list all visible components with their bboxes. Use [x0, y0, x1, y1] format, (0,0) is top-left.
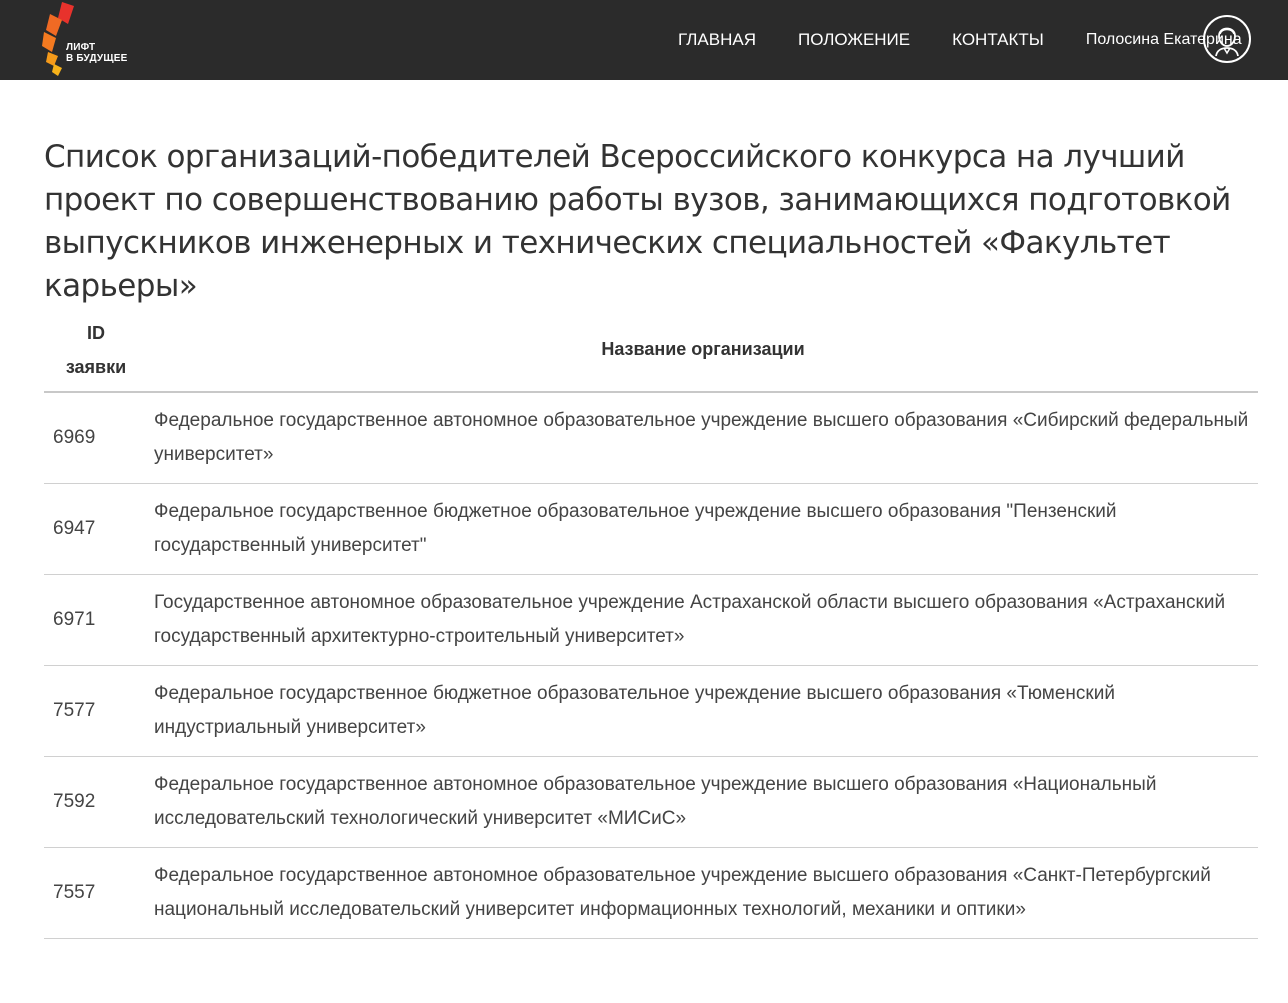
logo-text	[66, 42, 127, 64]
logo-shape-icon	[40, 2, 100, 78]
row-id: 7577	[44, 665, 148, 756]
logo-line1: ЛИФТ	[66, 42, 96, 53]
row-organization-name: Государственное автономное образовательное учреждение Астраханской области высшего образования «Астраханский государственный архитектурно-строительный университет»	[148, 574, 1258, 665]
column-header-name: Название организации	[148, 308, 1258, 392]
logo-line2: В БУДУЩЕЕ	[66, 53, 128, 64]
table-row	[44, 756, 1258, 847]
table-row	[44, 392, 1258, 483]
user-name-link[interactable]: Полосина Екатерина	[1085, 31, 1242, 48]
row-organization-name: Федеральное государственное автономное образовательное учреждение высшего образования «Сибирский федеральный университет»	[148, 392, 1258, 483]
row-id: 6969	[44, 392, 148, 483]
top-navigation-bar	[0, 0, 1288, 80]
table-header-row	[44, 308, 1258, 392]
row-id: 6971	[44, 574, 148, 665]
table-row	[44, 847, 1258, 938]
row-organization-name: Федеральное государственное автономное образовательное учреждение высшего образования «Национальный исследовательский технологический университет «МИСиС»	[148, 756, 1258, 847]
nav-item-contacts[interactable]: КОНТАКТЫ	[952, 30, 1044, 49]
row-id: 6947	[44, 483, 148, 574]
row-id: 7592	[44, 756, 148, 847]
column-header-id	[44, 308, 148, 392]
nav-item-regulations[interactable]: ПОЛОЖЕНИЕ	[797, 30, 911, 49]
column-header-id-line1: ID	[87, 322, 105, 343]
user-avatar-icon[interactable]	[1202, 8, 1252, 70]
table-row	[44, 665, 1258, 756]
nav-item-home[interactable]: ГЛАВНАЯ	[678, 30, 756, 49]
winners-table	[44, 308, 1258, 939]
main-nav	[660, 0, 1242, 80]
row-organization-name: Федеральное государственное бюджетное образовательное учреждение высшего образования «Тюменский индустриальный университет»	[148, 665, 1258, 756]
table-row	[44, 483, 1258, 574]
table-row	[44, 574, 1258, 665]
column-header-id-line2: заявки	[65, 356, 127, 377]
page-title: Список организаций-победителей Всероссийского конкурса на лучший проект по совершенствованию работы вузов, занимающихся подготовкой выпускников инженерных и технических специальностей «Факультет карьеры»	[44, 139, 1231, 304]
lift-v-budushee-logo[interactable]	[40, 2, 150, 78]
row-id: 7557	[44, 847, 148, 938]
row-organization-name: Федеральное государственное автономное образовательное учреждение высшего образования «Санкт-Петербургский национальный исследовательский университет информационных технологий, механики и оптики»	[148, 847, 1258, 938]
row-organization-name: Федеральное государственное бюджетное образовательное учреждение высшего образования "Пензенский государственный университет"	[148, 483, 1258, 574]
